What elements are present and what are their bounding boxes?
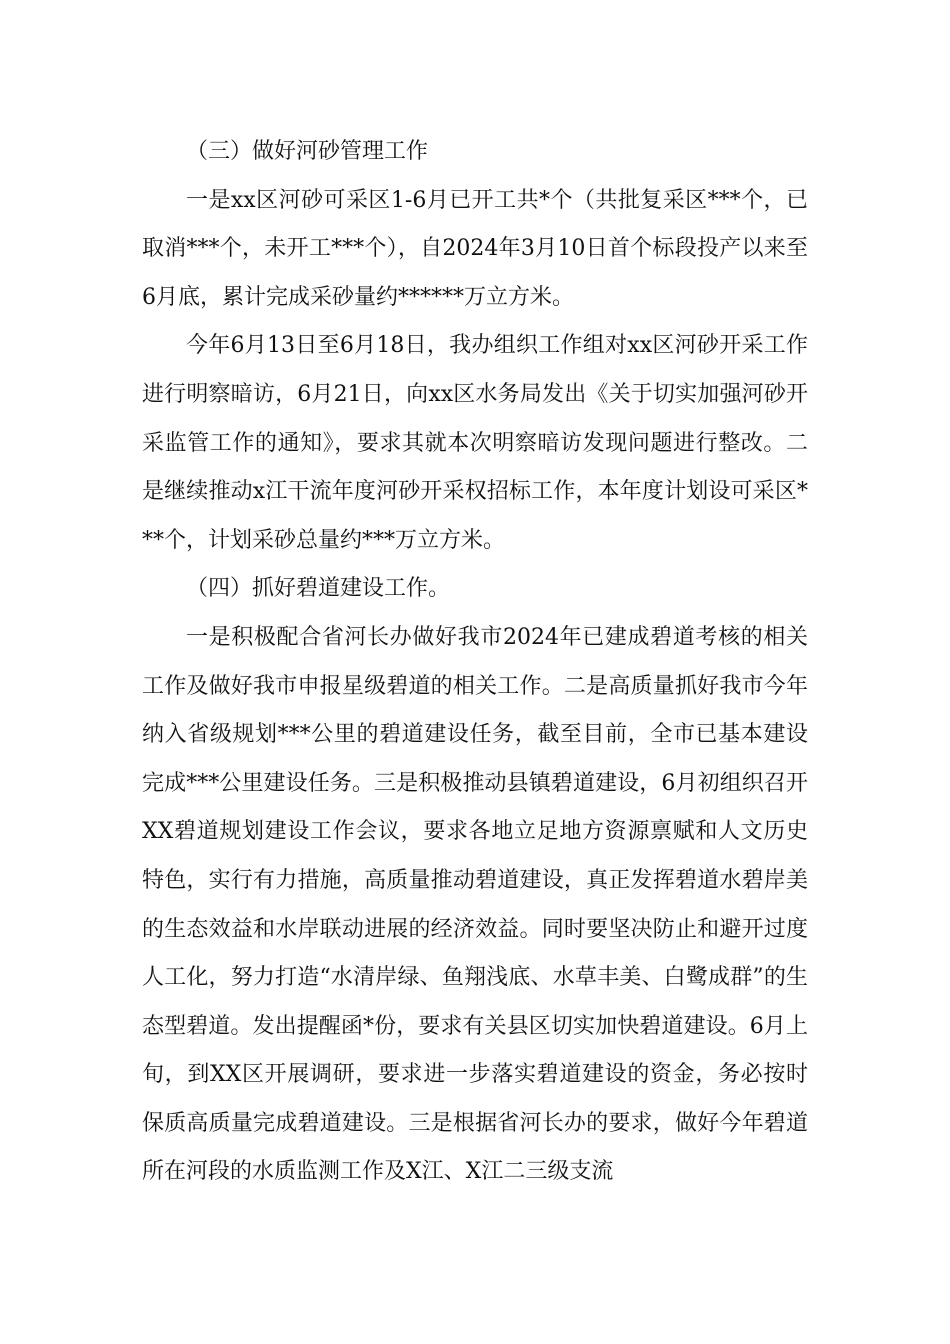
paragraph-river-sand-sites: 一是xx区河砂可采区1-6月已开工共*个（共批复采区***个，已取消***个，未开工***个），自2024年3月10日首个标段投产以来至6月底，累计完成采砂量约******万立方米。	[142, 187, 808, 310]
section-heading-four: （四）抓好碧道建设工作。	[186, 576, 451, 602]
paragraph-inspection-and-bidding: 今年6月13日至6月18日，我办组织工作组对xx区河砂开采工作进行明察暗访，6月21日，向xx区水务局发出《关于切实加强河砂开采监管工作的通知》，要求其就本次明察暗访发现问题进行整改。二是继续推动x江干流年度河砂开采权招标工作，本年度计划设可采区***个，计划采砂总量约***万立方米。	[142, 333, 808, 553]
paragraph-greenway-construction: 一是积极配合省河长办做好我市2024年已建成碧道考核的相关工作及做好我市申报星级碧道的相关工作。二是高质量抓好我市今年纳入省级规划***公里的碧道建设任务，截至目前，全市已基本建设完成***公里建设任务。三是积极推动县镇碧道建设，6月初组织召开XX碧道规划建设工作会议，要求各地立足地方资源禀赋和人文历史特色，实行有力措施，高质量推动碧道建设，真正发挥碧道水碧岸美的生态效益和水岸联动进展的经济效益。同时要坚决防止和避开过度人工化，努力打造“水清岸绿、鱼翔浅底、水草丰美、白鹭成群”的生态型碧道。发出提醒函*份，要求有关县区切实加快碧道建设。6月上旬，到XX区开展调研，要求进一步落实碧道建设的资金，务必按时保质高质量完成碧道建设。三是根据省河长办的要求，做好今年碧道所在河段的水质监测工作及X江、X江二三级支流	[142, 624, 808, 1185]
section-heading-three: （三）做好河砂管理工作	[186, 139, 429, 164]
document-body	[142, 128, 808, 1197]
